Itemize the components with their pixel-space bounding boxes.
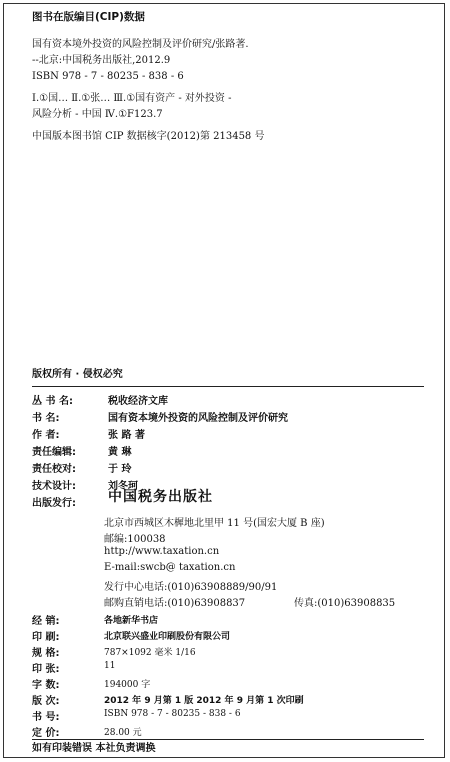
divider-bottom (32, 739, 424, 740)
cip-isbn-line: ISBN 978 - 7 - 80235 - 838 - 6 (32, 71, 184, 82)
designer-value: 刘冬珂 (108, 481, 138, 492)
spec-label: 规 格: (32, 648, 60, 659)
designer-label: 技术设计: (32, 481, 76, 492)
spec-value: 2012 年 9 月第 1 版 2012 年 9 月第 1 次印刷 (104, 696, 304, 706)
title-label: 书 名: (32, 413, 60, 424)
spec-value: 28.00 元 (104, 728, 142, 738)
proofreader-value: 于 玲 (108, 464, 132, 475)
publisher-address: 北京市西城区木樨地北里甲 11 号(国宏大厦 B 座) (104, 518, 325, 529)
fax: 传真:(010)63908835 (294, 598, 396, 609)
cip-title-line: 国有资本境外投资的风险控制及评价研究/张路著. (32, 39, 249, 50)
editor-label: 责任编辑: (32, 447, 76, 458)
spec-label: 书 号: (32, 712, 60, 723)
spec-value: ISBN 978 - 7 - 80235 - 838 - 6 (104, 709, 241, 719)
publisher-label: 出版发行: (32, 498, 76, 509)
spec-value: 11 (104, 661, 116, 671)
editor-value: 黄 琳 (108, 447, 132, 458)
spec-label: 印 刷: (32, 632, 60, 643)
spec-value: 各地新华书店 (104, 616, 159, 626)
cip-subject-line: Ⅰ.①国… Ⅱ.①张… Ⅲ.①国有资产 - 对外投资 - (32, 93, 232, 104)
publisher-logo: 中国税务出版社 (108, 489, 213, 505)
series-value: 税收经济文库 (108, 396, 168, 407)
cip-record-number: 中国版本图书馆 CIP 数据核字(2012)第 213458 号 (32, 131, 265, 142)
spec-label: 字 数: (32, 680, 60, 691)
author-label: 作 者: (32, 430, 60, 441)
title-value: 国有资本境外投资的风险控制及评价研究 (108, 413, 288, 424)
publisher-website: http://www.taxation.cn (104, 546, 220, 557)
spec-value: 194000 字 (104, 680, 151, 690)
footer-notice: 如有印装错误 本社负责调换 (32, 743, 156, 754)
cip-publisher-line: --北京:中国税务出版社,2012.9 (32, 55, 171, 66)
series-label: 丛 书 名: (32, 396, 73, 407)
spec-value: 787×1092 毫米 1/16 (104, 648, 196, 658)
spec-label: 版 次: (32, 696, 60, 707)
spec-value: 北京联兴盛业印刷股份有限公司 (104, 632, 231, 642)
spec-label: 印 张: (32, 664, 60, 675)
rights-notice: 版权所有 · 侵权必究 (32, 369, 123, 380)
cip-heading: 图书在版编目(CIP)数据 (32, 11, 145, 23)
spec-label: 定 价: (32, 728, 60, 739)
spec-label: 经 销: (32, 616, 60, 627)
cip-subject-line-2: 风险分析 - 中国 Ⅳ.①F123.7 (32, 109, 163, 120)
mail-order-phone: 邮购直销电话:(010)63908837 (104, 598, 246, 609)
divider-top (32, 386, 424, 387)
proofreader-label: 责任校对: (32, 464, 76, 475)
publisher-postcode: 邮编:100038 (104, 534, 166, 545)
author-value: 张 路 著 (108, 430, 145, 441)
distribution-phone: 发行中心电话:(010)63908889/90/91 (104, 582, 278, 593)
publisher-email: E-mail:swcb@ taxation.cn (104, 562, 236, 573)
